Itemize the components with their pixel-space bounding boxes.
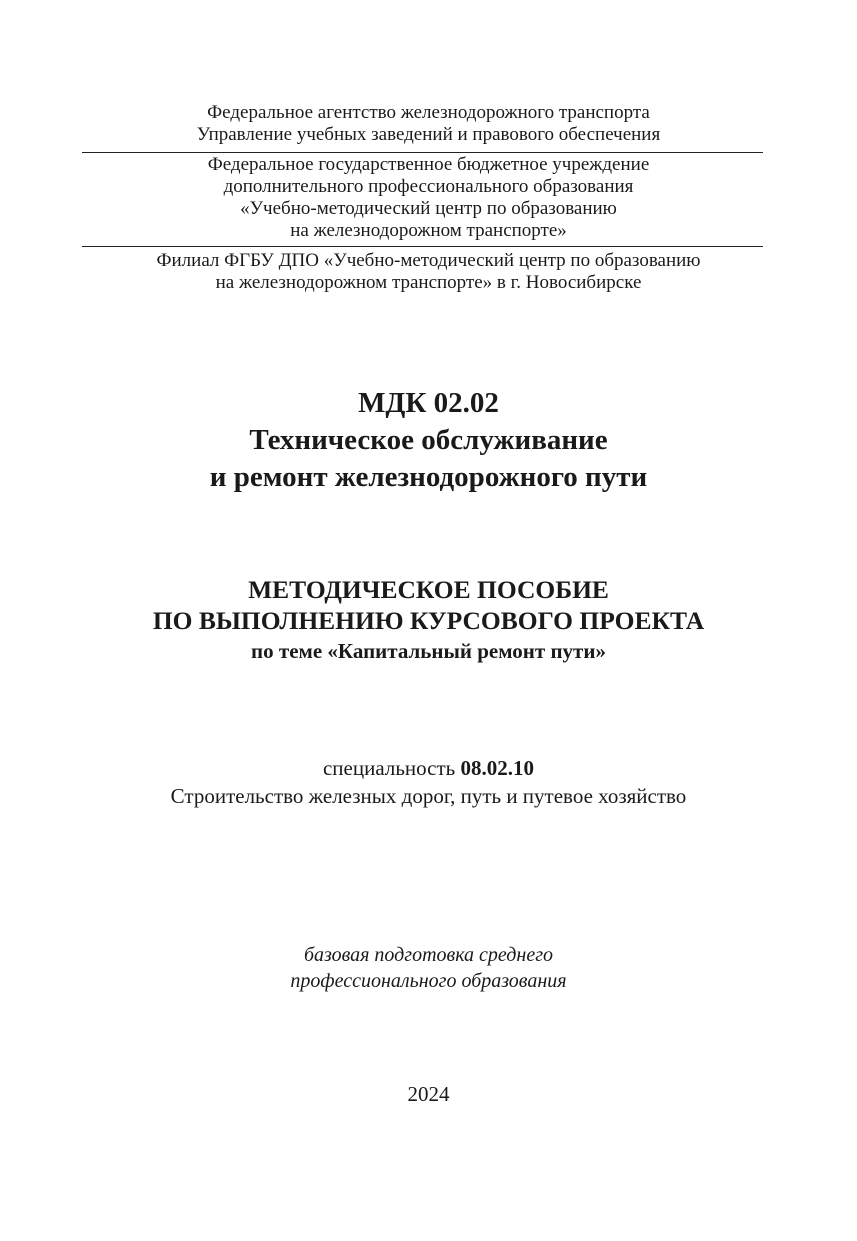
branch-line: на железнодорожном транспорте» в г. Новосибирске (215, 272, 642, 293)
institution-line: на железнодорожном транспорте» (290, 220, 567, 241)
course-title-line: и ремонт железнодорожного пути (209, 461, 648, 493)
institution-header (0, 154, 857, 242)
institution-line: «Учебно-методический центр по образованию (240, 198, 617, 219)
guide-title-line: МЕТОДИЧЕСКОЕ ПОСОБИЕ (248, 575, 609, 604)
course-code: МДК 02.02 (358, 387, 499, 419)
education-level (0, 942, 857, 994)
education-line: профессионального образования (290, 970, 567, 992)
header-divider-top (82, 152, 763, 153)
specialty (0, 754, 857, 810)
publication-year (0, 1082, 857, 1106)
specialty-code: 08.02.10 (460, 756, 534, 780)
specialty-label: специальность (322, 756, 456, 780)
header-divider-bottom (82, 246, 763, 247)
branch-header (0, 250, 857, 294)
agency-header (0, 102, 857, 146)
branch-line: Филиал ФГБУ ДПО «Учебно-методический центр по образованию (156, 250, 701, 271)
guide-title (0, 574, 857, 666)
course-title (0, 385, 857, 496)
education-line: базовая подготовка среднего (303, 944, 554, 966)
agency-department: Управление учебных заведений и правового обеспечения (196, 124, 661, 145)
specialty-line (0, 754, 857, 782)
course-title-line: Техническое обслуживание (249, 424, 608, 456)
institution-line: дополнительного профессионального образования (223, 176, 634, 197)
agency-name: Федеральное агентство железнодорожного транспорта (207, 102, 650, 123)
specialty-name: Строительство железных дорог, путь и путевое хозяйство (170, 784, 687, 808)
guide-topic: по теме «Капитальный ремонт пути» (251, 639, 606, 663)
guide-title-line: ПО ВЫПОЛНЕНИЮ КУРСОВОГО ПРОЕКТА (152, 606, 705, 635)
institution-line: Федеральное государственное бюджетное учреждение (207, 154, 650, 175)
year-text: 2024 (407, 1082, 450, 1106)
